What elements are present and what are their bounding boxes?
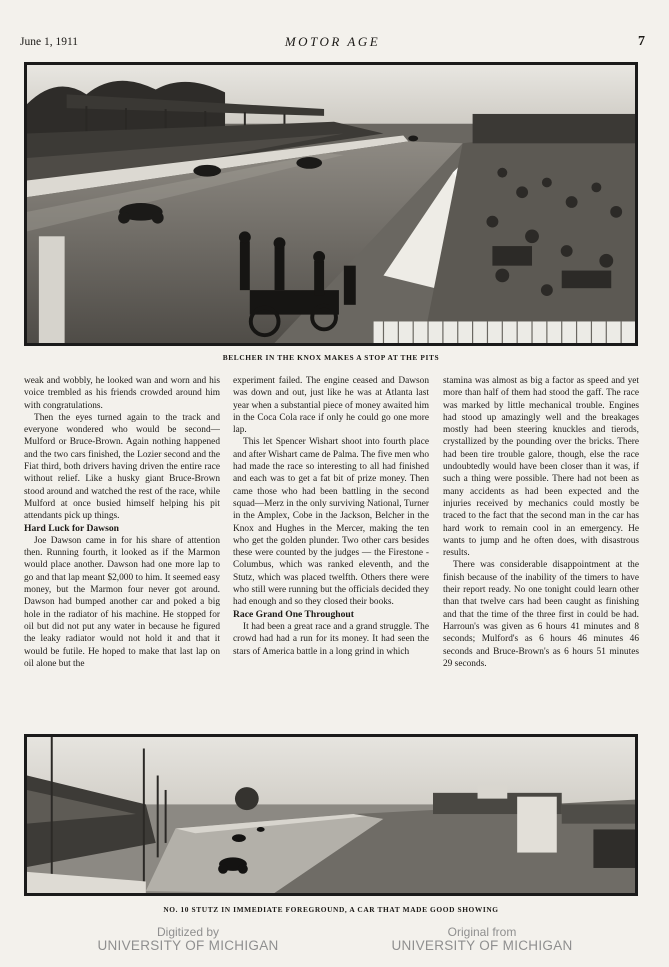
stutz-race-photo [24,734,638,896]
paragraph: stamina was almost as big a factor as speed and yet more than half of them had stood the gaff. The race was marked by little mechanical trouble. Engines had stood up amazingly well and the breakages mostly had been steering knuckles and tierods, crystallized by the pounding over the bricks. There had been tire trouble galore, though, else the race undoubtedly would have been closer than it was, if such a thing were possible. There had not been as many accidents as had been expected and the injuries received by mechanics could mostly be traced to the fact that the second man in the car has hard work to remain cool in an emergency. He wants to jump and he often does, with disastrous results. [443,376,639,559]
subheading: Hard Luck for Dawson [24,522,119,534]
article-column-1 [24,375,220,723]
article-column-3 [443,375,639,723]
paragraph: This let Spencer Wishart shoot into fourth place and after Wishart came de Palma. The five men who had made the race so interesting to all had finished and each was to get a fat bit of prize money. Then came those who had been battling in the second squad—Merz in the only surviving National, Turner in the Amplex, Cobe in the Jackson, Belcher in the Knox and Hughes in the Mercer, making the ten who get the golden plunder. Two other cars besides these were counted by the judges — the Firestone - Columbus, which was ranked eleventh, and the Stutz, which was placed twelfth. Others there were who still were running but the officials decided they had enough and so they closed their books. [233,437,429,608]
credit-institution: UNIVERSITY OF MICHIGAN [391,938,573,953]
credit-institution: UNIVERSITY OF MICHIGAN [97,938,279,953]
pit-stop-photo [24,62,638,346]
page-number: 7 [638,34,645,49]
paragraph: Then the eyes turned again to the track and everyone wondered who would be second—Mulford or Bruce-Brown. Again nothing happened and the two cars finished, the Lozier second and the Fiat third, both drivers having driven the entire race without relief. Like a husky giant Bruce-Brown stood around and watched the rest of the race, while Mulford at once busied himself helping his pit attendants pick up things. [24,412,220,522]
magazine-title: MOTOR AGE [284,34,381,49]
issue-date: June 1, 1911 [20,36,79,48]
paragraph: experiment failed. The engine ceased and Dawson was down and out, just like he was at Atlanta last year when a substantial piece of money awaited him in the Coca Cola race if only he could go one more lap. [233,376,429,436]
digitized-by-credit [63,925,313,953]
paragraph: weak and wobbly, he looked wan and worn and his voice trembled as his friends crowded around him with congratulations. [24,376,220,411]
top-photo-caption: BELCHER IN THE KNOX MAKES A STOP AT THE PITS [222,353,440,362]
credit-label: Original from [447,925,517,939]
page-header [20,34,645,52]
bottom-photo-caption: NO. 10 STUTZ IN IMMEDIATE FOREGROUND, A CAR THAT MADE GOOD SHOWING [163,905,499,914]
subheading: Race Grand One Throughout [233,608,354,620]
article-column-2 [233,375,429,723]
paragraph: Joe Dawson came in for his share of attention then. Running fourth, it looked as if the Marmon would place another. Dawson had one more lap to go and that lap meant $2,000 to him. It seemed easy money, but the Marmon four never got around. Dawson had bumped another car and poked a big hole in the radiator of his machine. He stopped for oil but did not put any water in because he figured the leaky radiator would not hold it and that it would be futile. He hoped to make that last lap on oil alone but the [24,535,220,669]
paragraph: There was considerable disappointment at the finish because of the inability of the timers to have their report ready. No one tonight could learn other than that twelve cars had been caught as finishing and that the time of the three first in could be had. Harroun's was given as 6 hours 41 minutes and 8 seconds; Mulford's as 6 hours 46 minutes 46 seconds and Bruce-Brown's as 6 hours 51 minutes 29 seconds. [443,560,639,669]
credit-label: Digitized by [156,925,220,939]
paragraph: It had been a great race and a grand struggle. The crowd had had a run for its money. It had seen the stars of America battle in a long grind in which [233,621,429,657]
original-from-credit [357,925,607,953]
